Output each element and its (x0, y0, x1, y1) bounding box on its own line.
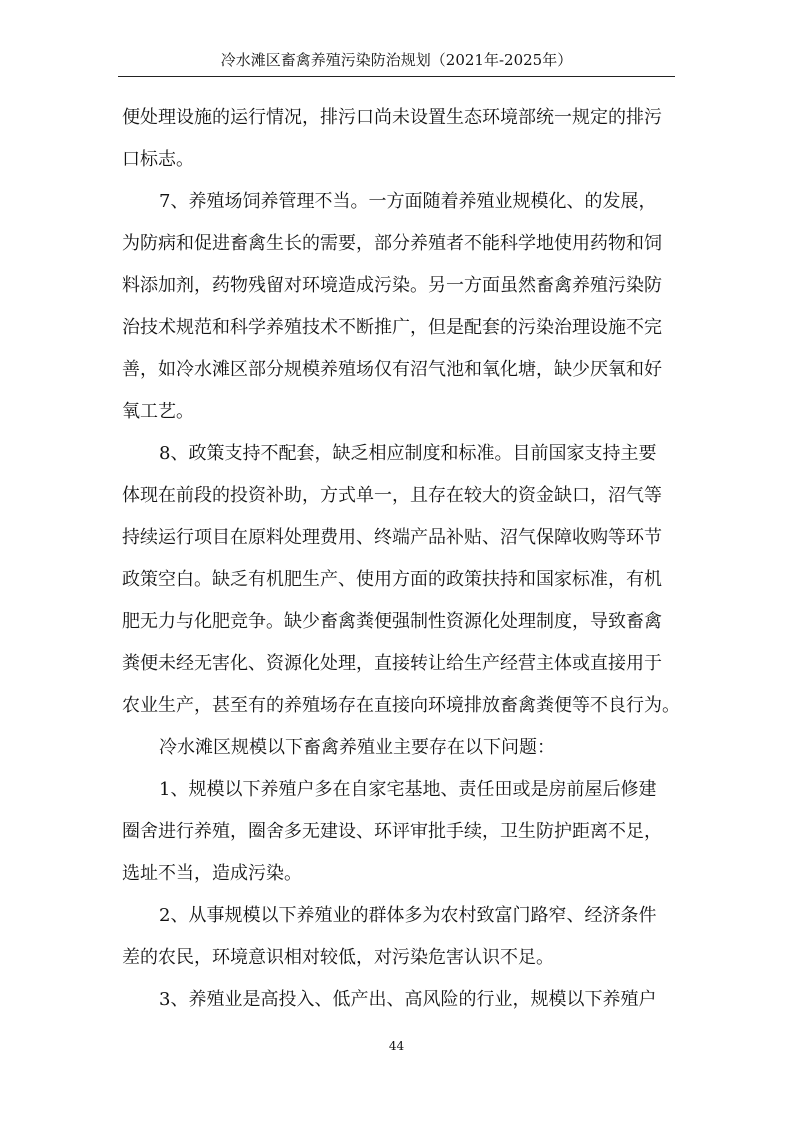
text-line: 便处理设施的运行情况，排污口尚未设置生态环境部统一规定的排污 (122, 107, 662, 128)
text-line: 为防病和促进畜禽生长的需要，部分养殖者不能科学地使用药物和饲 (122, 233, 662, 254)
text-line: 肥无力与化肥竞争。缺少畜禽粪便强制性资源化处理制度，导致畜禽 (122, 611, 662, 632)
text-line: 选址不当，造成污染。 (122, 863, 302, 884)
page-number: 44 (388, 1039, 405, 1053)
text-line: 政策空白。缺乏有机肥生产、使用方面的政策扶持和国家标准，有机 (122, 569, 662, 590)
body-text (122, 97, 682, 1021)
running-header: 冷水滩区畜禽养殖污染防治规划（2021年-2025年） (220, 51, 573, 69)
text-line: 善，如冷水滩区部分规模养殖场仅有沼气池和氧化塘，缺少厌氧和好 (122, 359, 662, 380)
text-line: 差的农民，环境意识相对较低，对污染危害认识不足。 (122, 947, 554, 968)
text-line: 口标志。 (122, 149, 194, 170)
text-line: 8、政策支持不配套，缺乏相应制度和标准。目前国家支持主要 (159, 443, 657, 464)
text-line: 3、养殖业是高投入、低产出、高风险的行业，规模以下养殖户 (159, 989, 657, 1010)
text-line: 1、规模以下养殖户多在自家宅基地、责任田或是房前屋后修建 (159, 779, 657, 800)
text-line: 7、养殖场饲养管理不当。一方面随着养殖业规模化、的发展， (159, 191, 657, 212)
header-divider (118, 76, 675, 77)
text-line: 治技术规范和科学养殖技术不断推广，但是配套的污染治理设施不完 (122, 317, 662, 338)
text-line: 冷水滩区规模以下畜禽养殖业主要存在以下问题： (159, 737, 555, 758)
text-line: 农业生产，甚至有的养殖场存在直接向环境排放畜禽粪便等不良行为。 (122, 695, 680, 716)
text-line: 料添加剂，药物残留对环境造成污染。另一方面虽然畜禽养殖污染防 (122, 275, 662, 296)
text-line: 圈舍进行养殖，圈舍多无建设、环评审批手续，卫生防护距离不足， (122, 821, 662, 842)
text-line: 2、从事规模以下养殖业的群体多为农村致富门路窄、经济条件 (159, 905, 657, 926)
text-line: 氧工艺。 (122, 401, 194, 422)
text-line: 粪便未经无害化、资源化处理，直接转让给生产经营主体或直接用于 (122, 653, 662, 674)
text-line: 体现在前段的投资补助，方式单一，且存在较大的资金缺口，沼气等 (122, 485, 662, 506)
text-line: 持续运行项目在原料处理费用、终端产品补贴、沼气保障收购等环节 (122, 527, 662, 548)
